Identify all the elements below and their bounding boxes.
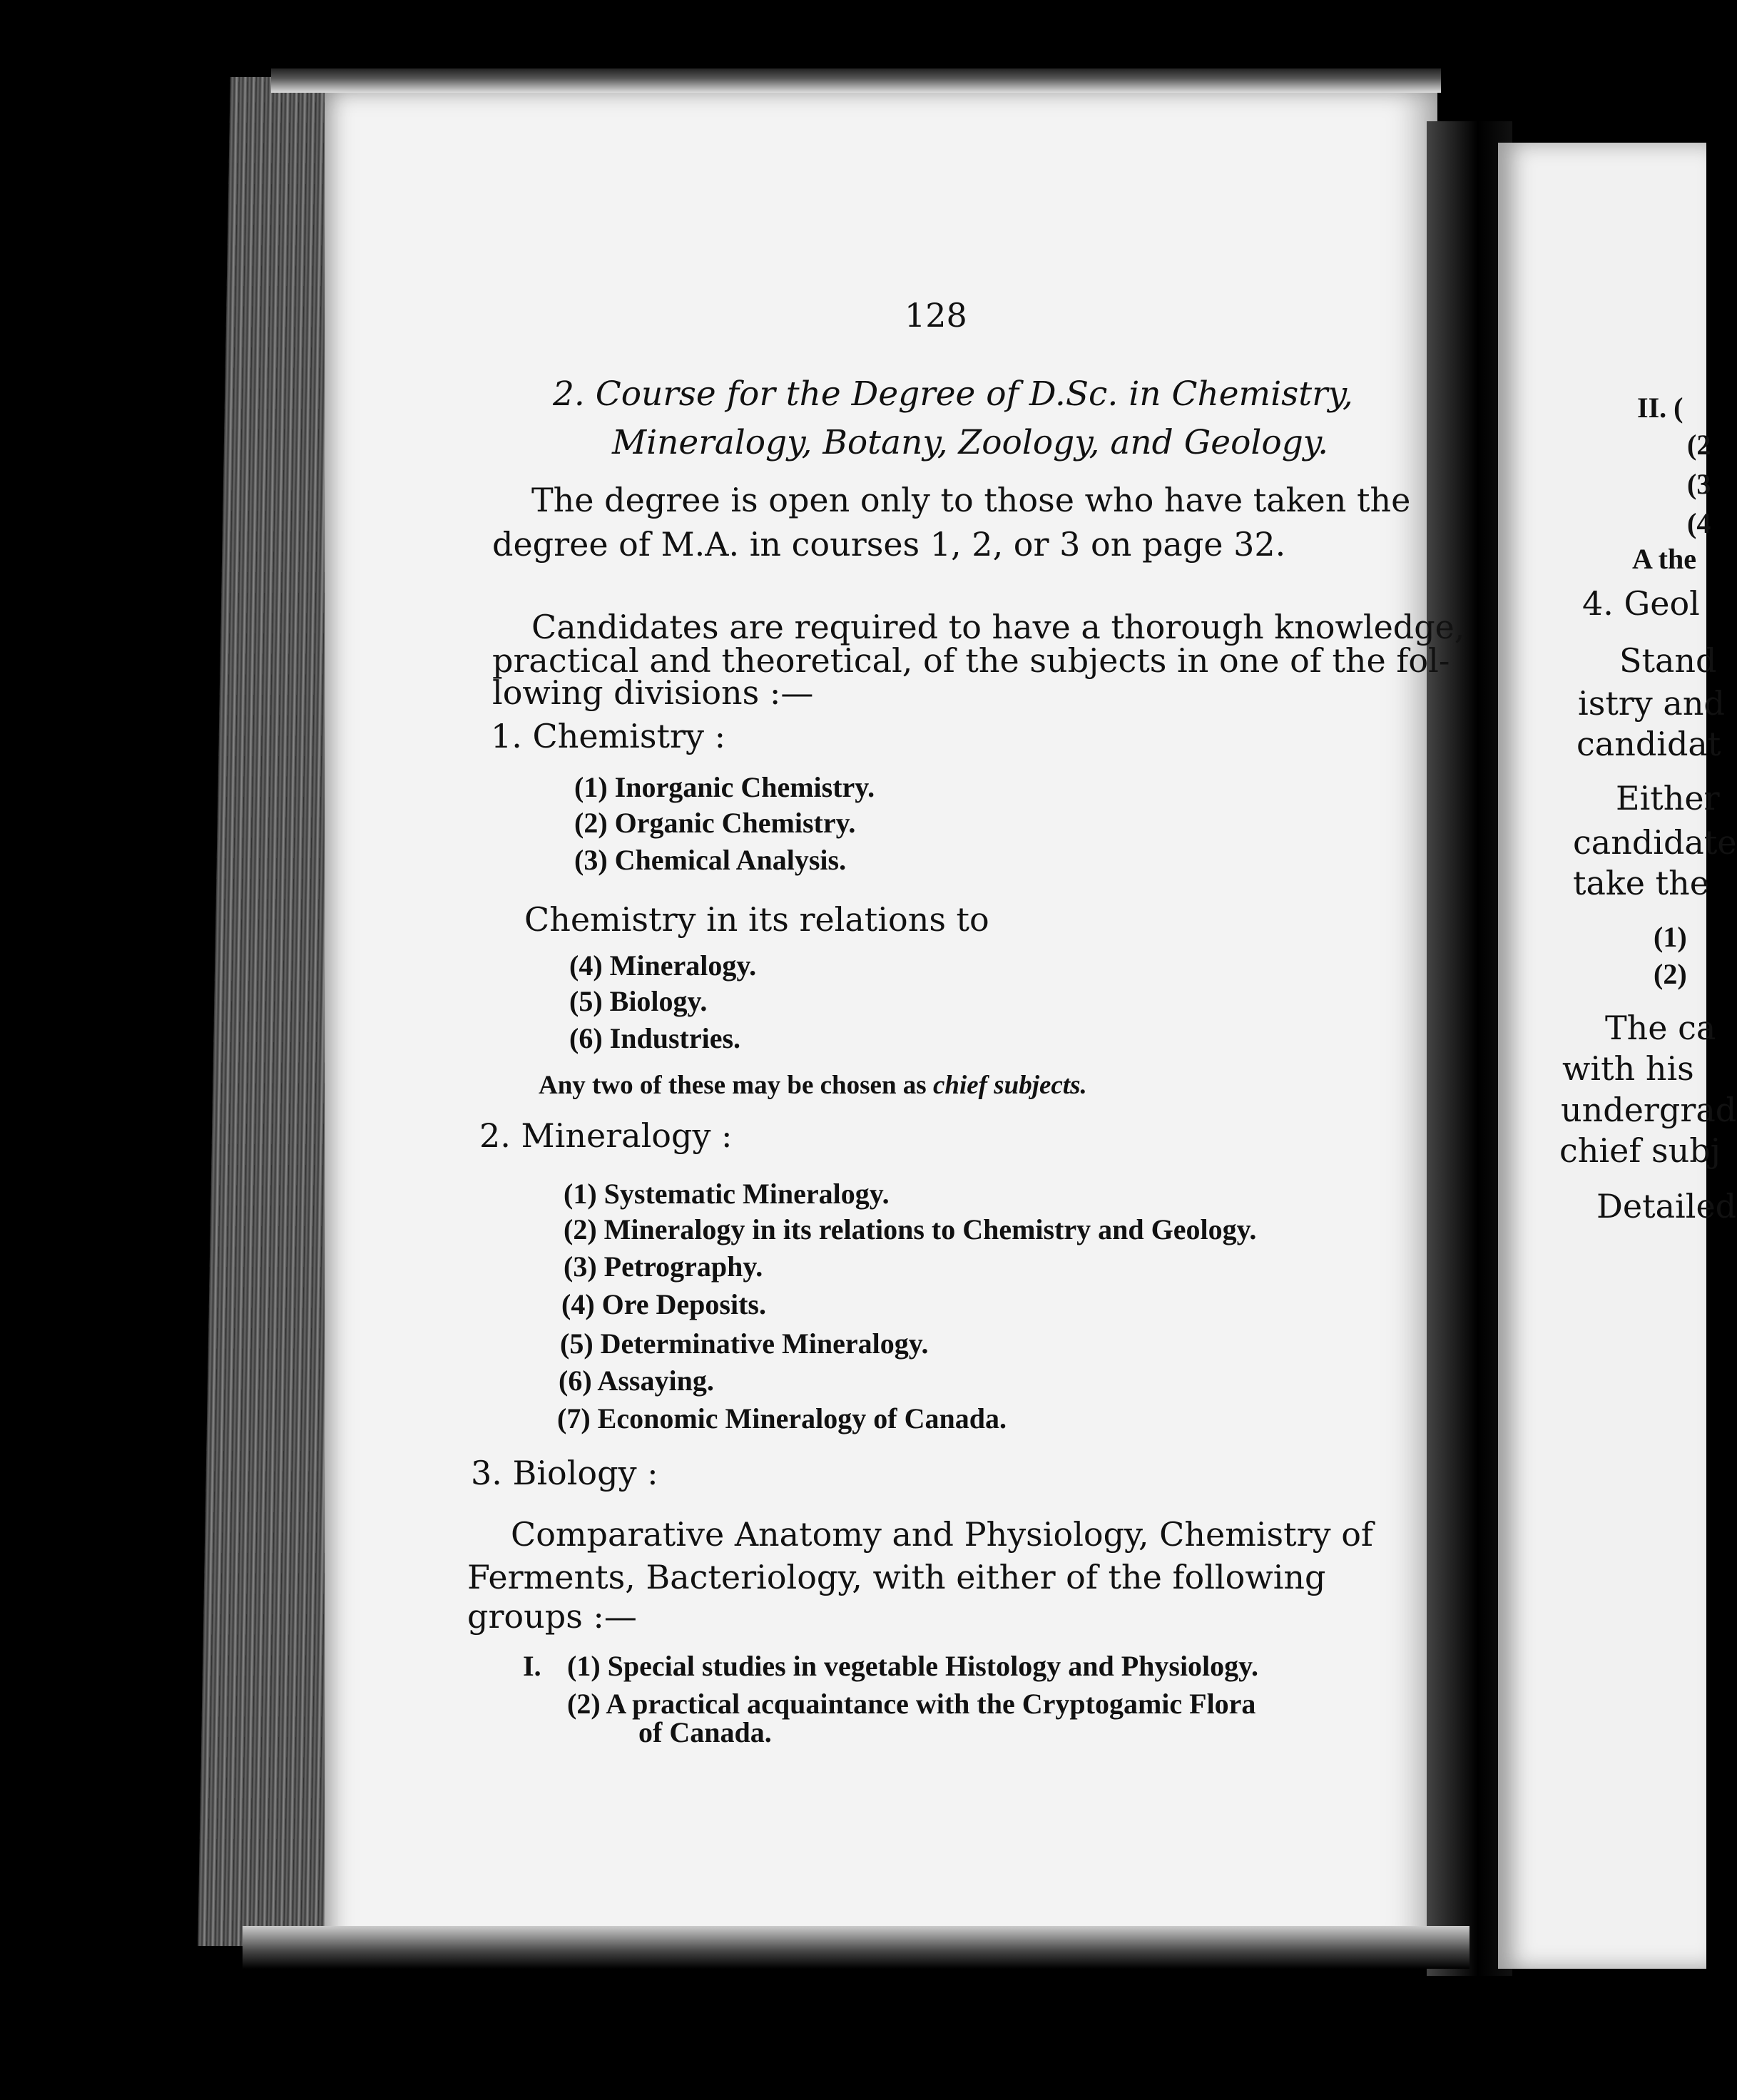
biology-paragraph-line-1: Comparative Anatomy and Physiology, Chemistry of: [511, 1515, 1373, 1554]
chemistry-item-3: (3) Chemical Analysis.: [574, 844, 847, 876]
right-fragment-11: candidate: [1573, 823, 1737, 862]
right-fragment-4: (4: [1687, 507, 1711, 539]
chemistry-note: Any two of these may be chosen as chief subjects.: [539, 1071, 1087, 1100]
mineralogy-item-7: (7) Economic Mineralogy of Canada.: [557, 1402, 1007, 1434]
right-fragment-19: Detailed: [1596, 1187, 1737, 1225]
right-fragment-9: candidat: [1576, 725, 1721, 763]
right-fragment-1: II. (: [1637, 392, 1683, 424]
chemistry-item-1: (1) Inorganic Chemistry.: [574, 771, 875, 803]
intro-paragraph-1-line-2: degree of M.A. in courses 1, 2, or 3 on page 32.: [492, 525, 1286, 564]
intro-paragraph-2-line-1: Candidates are required to have a thorough knowledge,: [531, 608, 1465, 646]
right-fragment-10: Either: [1616, 779, 1720, 817]
page-number: 128: [905, 296, 967, 335]
mineralogy-item-6: (6) Assaying.: [559, 1365, 714, 1397]
chemistry-relation-item-4: (4) Mineralogy.: [569, 949, 757, 982]
biology-group-item-2: (2) A practical acquaintance with the Cryptogamic Flora: [567, 1688, 1256, 1720]
biology-group-label: I.: [523, 1650, 541, 1682]
mineralogy-item-1: (1) Systematic Mineralogy.: [564, 1178, 890, 1210]
right-fragment-5: A the: [1632, 543, 1696, 575]
right-fragment-13: (1): [1654, 921, 1687, 953]
bottom-page-shadow: [243, 1926, 1469, 1969]
right-fragment-6: 4. Geol: [1582, 584, 1700, 623]
biology-paragraph-line-2: Ferments, Bacteriology, with either of the following: [467, 1558, 1326, 1596]
right-fragment-12: take the: [1573, 864, 1709, 902]
biology-group-item-2-continued: of Canada.: [638, 1716, 772, 1748]
chemistry-item-2: (2) Organic Chemistry.: [574, 807, 856, 839]
right-fragment-14: (2): [1654, 958, 1687, 990]
chemistry-title: 1. Chemistry :: [491, 717, 726, 755]
right-fragment-3: (3: [1687, 468, 1711, 500]
top-page-shadow: [271, 68, 1441, 93]
intro-paragraph-1-line-1: The degree is open only to those who have taken the: [531, 481, 1411, 519]
chemistry-relation-item-5: (5) Biology.: [569, 985, 708, 1017]
section-heading-line-2: Mineralogy, Botany, Zoology, and Geology.: [612, 423, 1329, 462]
biology-group-item-1: (1) Special studies in vegetable Histology and Physiology.: [567, 1650, 1258, 1682]
mineralogy-item-2: (2) Mineralogy in its relations to Chemistry and Geology.: [564, 1213, 1257, 1245]
mineralogy-item-4: (4) Ore Deposits.: [561, 1288, 766, 1320]
chemistry-relation-item-6: (6) Industries.: [569, 1022, 741, 1054]
right-fragment-16: with his: [1562, 1049, 1694, 1088]
right-fragment-2: (2: [1687, 429, 1711, 461]
biology-paragraph-line-3: groups :—: [467, 1597, 637, 1636]
right-fragment-8: istry and: [1578, 684, 1725, 723]
right-fragment-18: chief subj: [1559, 1131, 1721, 1170]
mineralogy-title: 2. Mineralogy :: [479, 1116, 733, 1155]
right-fragment-15: The ca: [1605, 1009, 1716, 1047]
intro-paragraph-2-line-3: lowing divisions :—: [492, 673, 814, 712]
mineralogy-item-3: (3) Petrography.: [564, 1250, 763, 1283]
chemistry-relations-label: Chemistry in its relations to: [524, 900, 989, 939]
biology-title: 3. Biology :: [471, 1454, 658, 1492]
section-heading-line-1: 2. Course for the Degree of D.Sc. in Chemistry,: [553, 374, 1353, 414]
mineralogy-item-5: (5) Determinative Mineralogy.: [560, 1327, 929, 1360]
right-fragment-7: Stand: [1619, 641, 1717, 680]
intro-paragraph-2-line-2: practical and theoretical, of the subjects in one of the fol-: [492, 641, 1450, 680]
right-fragment-17: undergrad: [1561, 1091, 1737, 1129]
